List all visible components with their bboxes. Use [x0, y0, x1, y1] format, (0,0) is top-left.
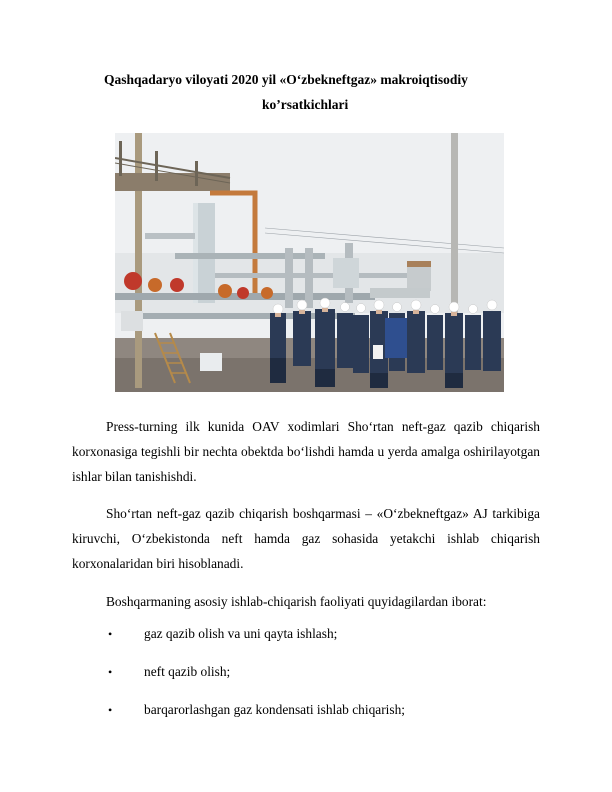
bullet-icon: •	[108, 627, 113, 641]
paragraph-press-tour: Press-turning ilk kunida OAV xodimlari Sho‘rtan neft-gaz qazib chiqarish korxonasiga tegishli bir nechta obektda bo‘lishdi hamda u yerda amalga oshirilayotgan ishlar bilan tanishishdi.	[72, 419, 540, 484]
bullet-icon: •	[108, 703, 113, 717]
list-item-text: neft qazib olish;	[144, 664, 231, 679]
list-item-text: gaz qazib olish va uni qayta ishlash;	[144, 626, 338, 641]
facility-photo	[115, 133, 504, 392]
bullet-icon: •	[108, 665, 113, 679]
paragraph-activities-intro: Boshqarmaning asosiy ishlab-chiqarish faoliyati quyidagilardan iborat:	[106, 594, 487, 609]
paragraph-shurtan-description: Sho‘rtan neft-gaz qazib chiqarish boshqarmasi – «O‘zbekneftgaz» AJ tarkibiga kiruvchi, O‘zbekistonda neft hamda gaz sohasida yetakchi ishlab chiqarish korxonalaridan biri hisoblanadi.	[72, 506, 540, 571]
document-title-line-2: ko’rsatkichlari	[262, 97, 349, 112]
list-item-text: barqarorlashgan gaz kondensati ishlab chiqarish;	[144, 702, 406, 717]
document-title-line-1: Qashqadaryo viloyati 2020 yil «O‘zbekneftgaz» makroiqtisodiy	[104, 72, 468, 87]
